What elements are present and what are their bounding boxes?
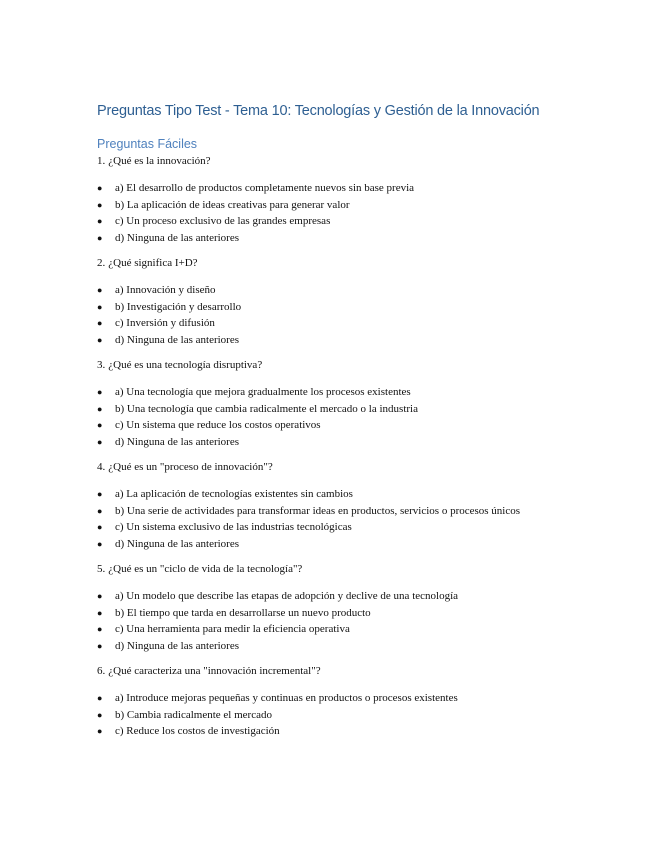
document-title: Preguntas Tipo Test - Tema 10: Tecnologías y Gestión de la Innovación <box>97 103 540 119</box>
answer-option <box>97 401 567 418</box>
answer-option-text: b) El tiempo que tarda en desarrollarse un nuevo producto <box>115 606 371 619</box>
question-text <box>97 663 567 679</box>
answer-option-text: b) La aplicación de ideas creativas para generar valor <box>115 198 350 211</box>
answer-option <box>97 230 567 247</box>
bullet-icon: ● <box>97 693 103 703</box>
question-label: ¿Qué es un "proceso de innovación"? <box>108 461 273 473</box>
bullet-icon: ● <box>97 334 103 345</box>
bullet-icon: ● <box>97 726 103 736</box>
answer-option <box>97 707 567 724</box>
answer-option <box>97 588 567 605</box>
section-heading: Preguntas Fáciles <box>97 137 198 151</box>
question-block <box>97 459 567 552</box>
bullet-icon: ● <box>97 436 103 447</box>
answer-option-text: a) Una tecnología que mejora gradualmente los procesos existentes <box>115 386 411 398</box>
question-block <box>97 255 567 348</box>
answer-option-text: c) Inversión y difusión <box>115 317 215 329</box>
answer-option <box>97 315 567 332</box>
answer-options <box>97 180 567 246</box>
bullet-icon: ● <box>97 318 103 328</box>
bullet-icon: ● <box>97 183 103 193</box>
bullet-icon: ● <box>97 624 103 634</box>
question-block <box>97 357 567 450</box>
answer-option <box>97 690 567 707</box>
question-block <box>97 663 567 740</box>
answer-option-text: d) Ninguna de las anteriores <box>115 537 240 550</box>
answer-option <box>97 384 567 401</box>
answer-options <box>97 690 567 740</box>
answer-option-text: d) Ninguna de las anteriores <box>115 639 240 652</box>
answer-option-text: d) Ninguna de las anteriores <box>115 231 240 244</box>
bullet-icon: ● <box>97 607 103 618</box>
question-block <box>97 153 567 246</box>
answer-option-text: c) Un proceso exclusivo de las grandes empresas <box>115 215 331 227</box>
answer-option-text: a) Un modelo que describe las etapas de adopción y declive de una tecnología <box>115 590 459 602</box>
document-page <box>97 101 567 749</box>
answer-option-text: b) Una serie de actividades para transformar ideas en productos, servicios o procesos únicos <box>115 504 521 517</box>
answer-option <box>97 486 567 503</box>
bullet-icon: ● <box>97 709 103 720</box>
question-label: ¿Qué significa I+D? <box>108 257 198 269</box>
answer-option <box>97 180 567 197</box>
question-number: 1. <box>97 155 106 167</box>
bullet-icon: ● <box>97 640 103 651</box>
bullet-icon: ● <box>97 420 103 430</box>
bullet-icon: ● <box>97 387 103 397</box>
answer-option-text: a) La aplicación de tecnologías existentes sin cambios <box>115 488 353 500</box>
answer-option-text: b) Cambia radicalmente el mercado <box>115 708 272 721</box>
question-text <box>97 153 567 169</box>
bullet-icon: ● <box>97 216 103 226</box>
bullet-icon: ● <box>97 505 103 516</box>
answer-option-text: a) El desarrollo de productos completamente nuevos sin base previa <box>115 182 415 194</box>
answer-option <box>97 621 567 638</box>
bullet-icon: ● <box>97 301 103 312</box>
bullet-icon: ● <box>97 403 103 414</box>
answer-options <box>97 282 567 348</box>
bullet-icon: ● <box>97 285 103 295</box>
answer-options <box>97 486 567 552</box>
question-number: 4. <box>97 461 106 473</box>
answer-option <box>97 605 567 622</box>
answer-option <box>97 503 567 520</box>
question-number: 6. <box>97 665 106 677</box>
question-number: 2. <box>97 257 106 269</box>
bullet-icon: ● <box>97 199 103 210</box>
answer-option <box>97 332 567 349</box>
bullet-icon: ● <box>97 538 103 549</box>
answer-option <box>97 723 567 740</box>
answer-option <box>97 434 567 451</box>
question-label: ¿Qué caracteriza una "innovación incremental"? <box>108 665 321 677</box>
answer-option-text: c) Una herramienta para medir la eficiencia operativa <box>115 623 350 635</box>
bullet-icon: ● <box>97 591 103 601</box>
answer-option <box>97 519 567 536</box>
answer-option <box>97 417 567 434</box>
answer-option <box>97 536 567 553</box>
question-block <box>97 561 567 654</box>
answer-option-text: c) Un sistema exclusivo de las industrias tecnológicas <box>115 521 352 533</box>
answer-option-text: c) Un sistema que reduce los costos operativos <box>115 419 321 431</box>
answer-option <box>97 213 567 230</box>
question-text <box>97 255 567 271</box>
bullet-icon: ● <box>97 489 103 499</box>
question-label: ¿Qué es una tecnología disruptiva? <box>108 359 263 371</box>
answer-option <box>97 282 567 299</box>
answer-options <box>97 384 567 450</box>
question-label: ¿Qué es un "ciclo de vida de la tecnología"? <box>108 563 303 575</box>
question-list <box>97 153 567 740</box>
answer-option-text: d) Ninguna de las anteriores <box>115 435 240 448</box>
answer-option-text: b) Una tecnología que cambia radicalmente el mercado o la industria <box>115 402 418 415</box>
bullet-icon: ● <box>97 232 103 243</box>
question-label: ¿Qué es la innovación? <box>108 155 211 167</box>
bullet-icon: ● <box>97 522 103 532</box>
answer-option-text: a) Introduce mejoras pequeñas y continuas en productos o procesos existentes <box>115 692 458 704</box>
question-text <box>97 357 567 373</box>
question-text <box>97 459 567 475</box>
question-number: 5. <box>97 563 106 575</box>
answer-options <box>97 588 567 654</box>
answer-option <box>97 197 567 214</box>
question-number: 3. <box>97 359 106 371</box>
answer-option <box>97 299 567 316</box>
answer-option-text: a) Innovación y diseño <box>115 284 216 296</box>
answer-option-text: b) Investigación y desarrollo <box>115 300 242 313</box>
answer-option <box>97 638 567 655</box>
answer-option-text: d) Ninguna de las anteriores <box>115 333 240 346</box>
question-text <box>97 561 567 577</box>
answer-option-text: c) Reduce los costos de investigación <box>115 725 280 737</box>
